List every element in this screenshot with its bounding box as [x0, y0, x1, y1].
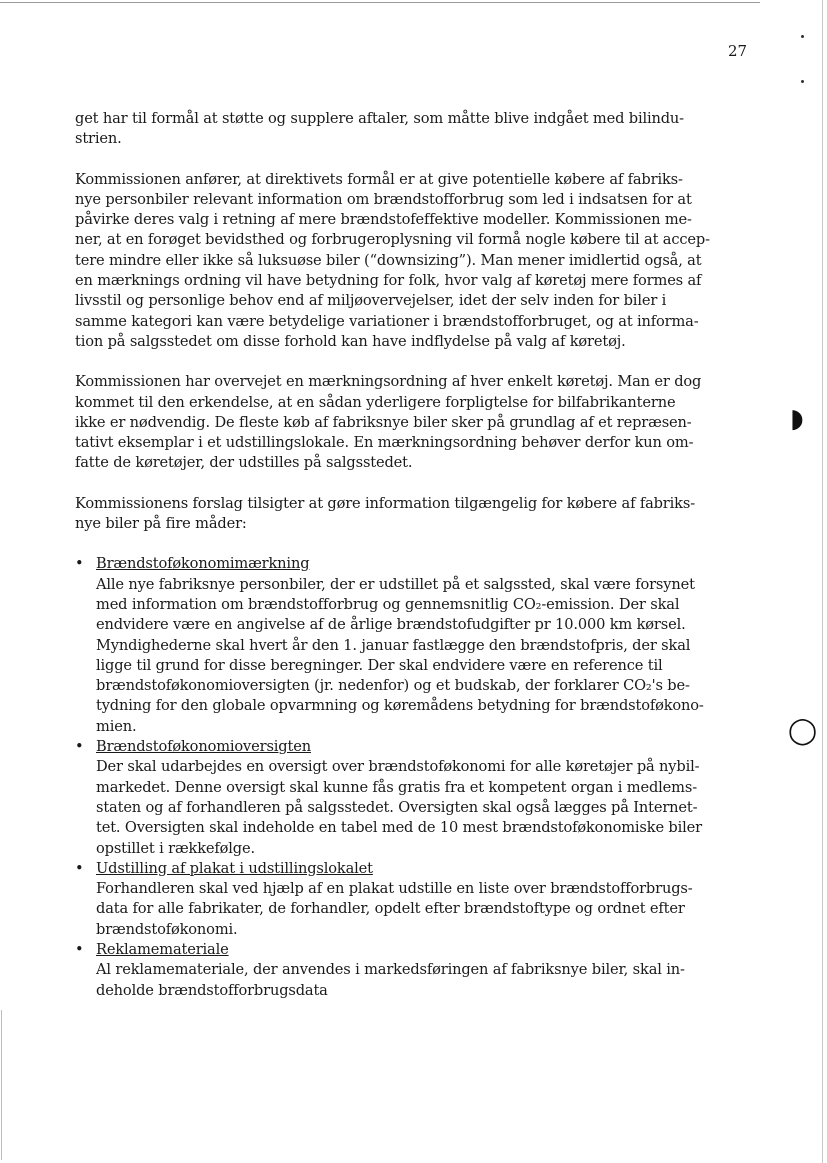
text-line: tere mindre eller ikke så luksuøse biler (“downsizing”). Man mener imidlertid også, at: [75, 251, 702, 269]
binder-hole-mark: ◯: [788, 716, 818, 746]
text-line: ligge til grund for disse beregninger. Der skal endvidere være en reference til: [96, 656, 663, 674]
text-line: markedet. Denne oversigt skal kunne fås gratis fra et kompetent organ i medlems-: [96, 778, 697, 796]
text-line: endvidere være en angivelse af de årlige brændstofudgifter pr 10.000 km kørsel.: [96, 616, 686, 634]
text-line: nye personbiler relevant information om brændstofforbrug som led i indsatsen for at: [75, 190, 692, 208]
text-line: fatte de køretøjer, der udstilles på salgsstedet.: [75, 454, 413, 472]
paragraph: [75, 372, 751, 473]
text-line: nye biler på fire måder:: [75, 515, 247, 533]
text-line: Alle nye fabriksnye personbiler, der er udstillet på et salgssted, skal være forsynet: [96, 575, 695, 593]
list-item: [75, 940, 751, 1001]
scan-speck: [801, 80, 804, 83]
text-line: tet. Oversigten skal indeholde en tabel med de 10 mest brændstoføkonomiske biler: [96, 819, 702, 837]
page-number: 27: [728, 42, 748, 60]
text-line: Forhandleren skal ved hjælp af en plakat udstille en liste over brændstofforbrugs-: [96, 880, 693, 898]
bullet-heading: • Brændstoføkonomimærkning: [96, 555, 310, 573]
bullet-heading: • Udstilling af plakat i udstillingslokalet: [96, 859, 373, 877]
text-line: Al reklamemateriale, der anvendes i markedsføringen af fabriksnye biler, skal in-: [96, 961, 685, 979]
scan-edge-left: [1, 1010, 2, 1160]
document-body: [75, 109, 751, 1001]
text-line: get har til formål at støtte og supplere aftaler, som måtte blive indgået med bilindu-: [75, 110, 684, 127]
text-line: strien.: [75, 130, 122, 148]
text-line: Kommissionen anfører, at direktivets formål er at give potentielle købere af fabriks-: [75, 170, 683, 188]
text-line: mien.: [96, 717, 137, 735]
binder-hole-mark: ◗: [790, 404, 804, 434]
text-line: opstillet i rækkefølge.: [96, 839, 255, 857]
scan-speck: [801, 35, 804, 38]
text-line: ikke er nødvendig. De fleste køb af fabriksnye biler sker på grundlag af et repræsen-: [75, 413, 692, 431]
bullet-heading: • Reklamemateriale: [96, 940, 229, 958]
text-line: brændstoføkonomi.: [96, 920, 238, 938]
text-line: brændstoføkonomioversigten (jr. nedenfor) og et budskab, der forklarer CO₂'s be-: [96, 677, 690, 695]
text-line: tydning for den globale opvarmning og køremådens betydning for brændstoføkono-: [96, 697, 704, 715]
bullet-heading: • Brændstoføkonomioversigten: [96, 738, 311, 756]
list-item: [75, 737, 751, 859]
paragraph: [75, 109, 751, 150]
text-line: tativt eksemplar i et udstillingslokale. En mærkningsordning behøver derfor kun om-: [75, 434, 694, 452]
paragraph: [75, 494, 751, 535]
text-line: Myndighederne skal hvert år den 1. januar fastlægge den brændstofpris, der skal: [96, 636, 691, 654]
text-line: en mærknings ordning vil have betydning for folk, hvor valg af køretøj mere formes af: [75, 272, 702, 290]
text-line: deholde brændstofforbrugsdata: [96, 981, 328, 999]
text-line: ner, at en forøget bevidsthed og forbrugeroplysning vil formå nogle købere til at accep-: [75, 231, 710, 249]
list-item: [75, 554, 751, 737]
scan-edge-right: [822, 0, 823, 1163]
text-line: data for alle fabrikater, de forhandler, opdelt efter brændstoftype og ordnet efter: [96, 900, 685, 918]
text-line: Kommissionen har overvejet en mærkningsordning af hver enkelt køretøj. Man er dog: [75, 373, 702, 391]
text-line: kommet til den erkendelse, at en sådan yderligere forpligtelse for bilfabrikanterne: [75, 393, 676, 411]
scan-edge-top: [0, 2, 760, 3]
list-item: [75, 859, 751, 940]
text-line: med information om brændstofforbrug og gennemsnitlig CO₂-emission. Der skal: [96, 595, 680, 613]
text-line: livsstil og personlige behov end af miljøovervejelser, idet der selv inden for biler i: [75, 292, 667, 310]
text-line: Kommissionens forslag tilsigter at gøre information tilgængelig for købere af fabriks-: [75, 494, 695, 512]
text-line: staten og af forhandleren på salgsstedet. Oversigten skal også lægges på Internet-: [96, 798, 698, 816]
text-line: tion på salgsstedet om disse forhold kan have indflydelse på valg af køretøj.: [75, 332, 626, 350]
text-line: påvirke deres valg i retning af mere brændstofeffektive modeller. Kommissionen me-: [75, 211, 692, 229]
text-line: samme kategori kan være betydelige variationer i brændstofforbruget, og at informa-: [75, 312, 699, 330]
paragraph: [75, 170, 751, 353]
bullet-list: [75, 554, 751, 1001]
text-line: Der skal udarbejdes en oversigt over brændstoføkonomi for alle køretøjer på nybil-: [96, 758, 700, 776]
